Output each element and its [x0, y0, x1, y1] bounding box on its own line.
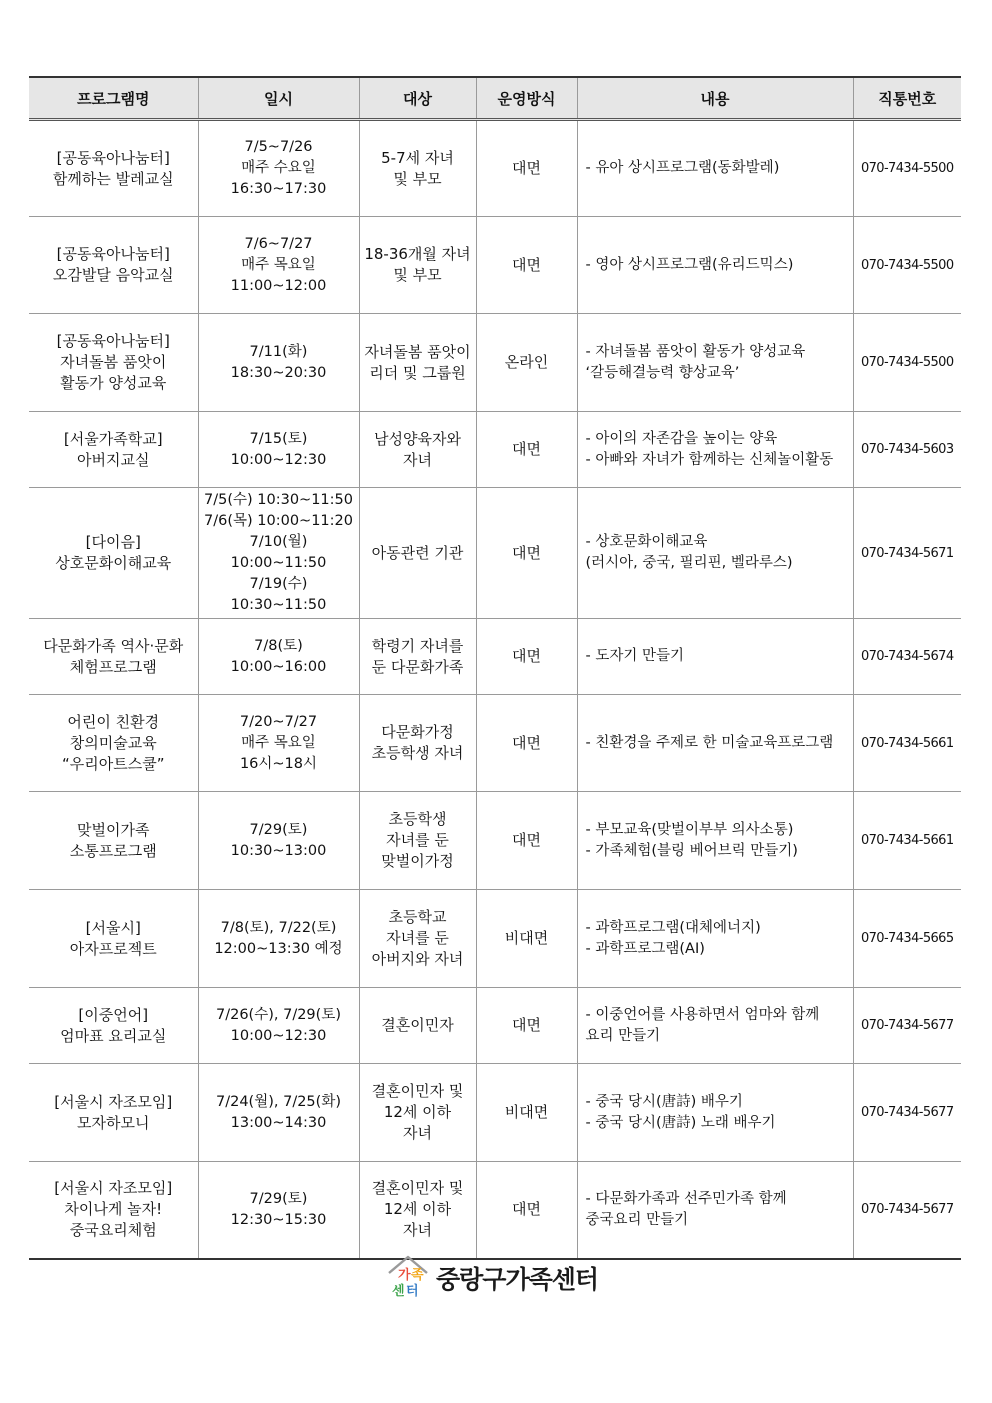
family-center-logo-icon [386, 1253, 434, 1301]
header-method: 운영방식 [476, 77, 577, 120]
program-content: - 도자기 만들기 [577, 619, 853, 695]
program-name: [서울가족학교] 아버지교실 [29, 412, 198, 488]
program-phone: 070-7434-5677 [853, 988, 961, 1064]
program-phone: 070-7434-5677 [853, 1162, 961, 1259]
program-phone: 070-7434-5661 [853, 695, 961, 792]
program-phone: 070-7434-5671 [853, 488, 961, 619]
program-phone: 070-7434-5500 [853, 120, 961, 217]
program-target: 자녀돌봄 품앗이 리더 및 그룹원 [359, 314, 476, 412]
table-row [29, 695, 961, 792]
program-method: 비대면 [476, 1064, 577, 1162]
program-name: [서울시] 아자프로젝트 [29, 890, 198, 988]
program-date: 7/15(토) 10:00~12:30 [198, 412, 359, 488]
program-method: 온라인 [476, 314, 577, 412]
program-date: 7/5(수) 10:30~11:50 7/6(목) 10:00~11:20 7/10(월) 10:00~11:50 7/19(수) 10:30~11:50 [198, 488, 359, 619]
program-phone: 070-7434-5500 [853, 314, 961, 412]
program-target: 결혼이민자 및 12세 이하 자녀 [359, 1064, 476, 1162]
program-target: 초등학생 자녀를 둔 맞벌이가정 [359, 792, 476, 890]
program-table [29, 76, 961, 1260]
program-method: 대면 [476, 1162, 577, 1259]
program-name: [공동육아나눔터] 함께하는 발레교실 [29, 120, 198, 217]
program-content: - 부모교육(맞벌이부부 의사소통) - 가족체험(블링 베어브릭 만들기) [577, 792, 853, 890]
program-method: 대면 [476, 412, 577, 488]
program-name: [공동육아나눔터] 오감발달 음악교실 [29, 217, 198, 314]
svg-text:가: 가 [398, 1268, 411, 1283]
program-content: - 영아 상시프로그램(유리드믹스) [577, 217, 853, 314]
program-content: - 과학프로그램(대체에너지) - 과학프로그램(AI) [577, 890, 853, 988]
program-method: 대면 [476, 120, 577, 217]
program-name: [다이음] 상호문화이해교육 [29, 488, 198, 619]
table-row [29, 217, 961, 314]
program-target: 아동관련 기관 [359, 488, 476, 619]
program-target: 결혼이민자 [359, 988, 476, 1064]
program-content: - 아이의 자존감을 높이는 양육 - 아빠와 자녀가 함께하는 신체놀이활동 [577, 412, 853, 488]
program-content: - 중국 당시(唐詩) 배우기 - 중국 당시(唐詩) 노래 배우기 [577, 1064, 853, 1162]
program-target: 결혼이민자 및 12세 이하 자녀 [359, 1162, 476, 1259]
program-content: - 상호문화이해교육 (러시아, 중국, 필리핀, 벨라루스) [577, 488, 853, 619]
table-row [29, 890, 961, 988]
program-content: - 다문화가족과 선주민가족 함께 중국요리 만들기 [577, 1162, 853, 1259]
header-target: 대상 [359, 77, 476, 120]
program-date: 7/8(토), 7/22(토) 12:00~13:30 예정 [198, 890, 359, 988]
program-date: 7/29(토) 12:30~15:30 [198, 1162, 359, 1259]
program-method: 대면 [476, 792, 577, 890]
program-phone: 070-7434-5677 [853, 1064, 961, 1162]
program-content: - 유아 상시프로그램(동화발레) [577, 120, 853, 217]
program-date: 7/29(토) 10:30~13:00 [198, 792, 359, 890]
table-row [29, 988, 961, 1064]
table-row [29, 1162, 961, 1259]
table-row [29, 1064, 961, 1162]
header-phone: 직통번호 [853, 77, 961, 120]
program-name: [서울시 자조모임] 모자하모니 [29, 1064, 198, 1162]
svg-text:터: 터 [406, 1284, 419, 1299]
program-method: 대면 [476, 695, 577, 792]
program-date: 7/5~7/26 매주 수요일 16:30~17:30 [198, 120, 359, 217]
program-method: 비대면 [476, 890, 577, 988]
program-phone: 070-7434-5674 [853, 619, 961, 695]
program-table-container [29, 76, 961, 1260]
program-date: 7/6~7/27 매주 목요일 11:00~12:00 [198, 217, 359, 314]
program-date: 7/11(화) 18:30~20:30 [198, 314, 359, 412]
program-target: 18-36개월 자녀 및 부모 [359, 217, 476, 314]
program-target: 남성양육자와 자녀 [359, 412, 476, 488]
header-program: 프로그램명 [29, 77, 198, 120]
table-row [29, 412, 961, 488]
table-header-row [29, 77, 961, 120]
program-content: - 자녀돌봄 품앗이 활동가 양성교육 ‘갈등해결능력 향상교육’ [577, 314, 853, 412]
table-row [29, 314, 961, 412]
program-phone: 070-7434-5661 [853, 792, 961, 890]
program-date: 7/8(토) 10:00~16:00 [198, 619, 359, 695]
center-name: 중랑구가족센터 [436, 1265, 599, 1294]
program-name: 맞벌이가족 소통프로그램 [29, 792, 198, 890]
program-method: 대면 [476, 488, 577, 619]
program-name: [서울시 자조모임] 차이나게 놀자! 중국요리체험 [29, 1162, 198, 1259]
program-target: 다문화가정 초등학생 자녀 [359, 695, 476, 792]
program-method: 대면 [476, 619, 577, 695]
program-name: 어린이 친환경 창의미술교육 “우리아트스쿨” [29, 695, 198, 792]
table-row [29, 619, 961, 695]
program-name: 다문화가족 역사·문화 체험프로그램 [29, 619, 198, 695]
program-date: 7/26(수), 7/29(토) 10:00~12:30 [198, 988, 359, 1064]
svg-text:센: 센 [392, 1284, 405, 1299]
program-phone: 070-7434-5603 [853, 412, 961, 488]
program-target: 5-7세 자녀 및 부모 [359, 120, 476, 217]
program-name: [이중언어] 엄마표 요리교실 [29, 988, 198, 1064]
table-row [29, 488, 961, 619]
program-content: - 친환경을 주제로 한 미술교육프로그램 [577, 695, 853, 792]
table-row [29, 120, 961, 217]
program-content: - 이중언어를 사용하면서 엄마와 함께 요리 만들기 [577, 988, 853, 1064]
program-target: 초등학교 자녀를 둔 아버지와 자녀 [359, 890, 476, 988]
program-phone: 070-7434-5500 [853, 217, 961, 314]
program-name: [공동육아나눔터] 자녀돌봄 품앗이 활동가 양성교육 [29, 314, 198, 412]
center-logo [386, 1253, 616, 1301]
header-content: 내용 [577, 77, 853, 120]
program-date: 7/20~7/27 매주 목요일 16시~18시 [198, 695, 359, 792]
program-method: 대면 [476, 217, 577, 314]
header-date: 일시 [198, 77, 359, 120]
program-target: 학령기 자녀를 둔 다문화가족 [359, 619, 476, 695]
svg-text:족: 족 [411, 1268, 424, 1283]
program-method: 대면 [476, 988, 577, 1064]
table-row [29, 792, 961, 890]
program-phone: 070-7434-5665 [853, 890, 961, 988]
program-date: 7/24(월), 7/25(화) 13:00~14:30 [198, 1064, 359, 1162]
